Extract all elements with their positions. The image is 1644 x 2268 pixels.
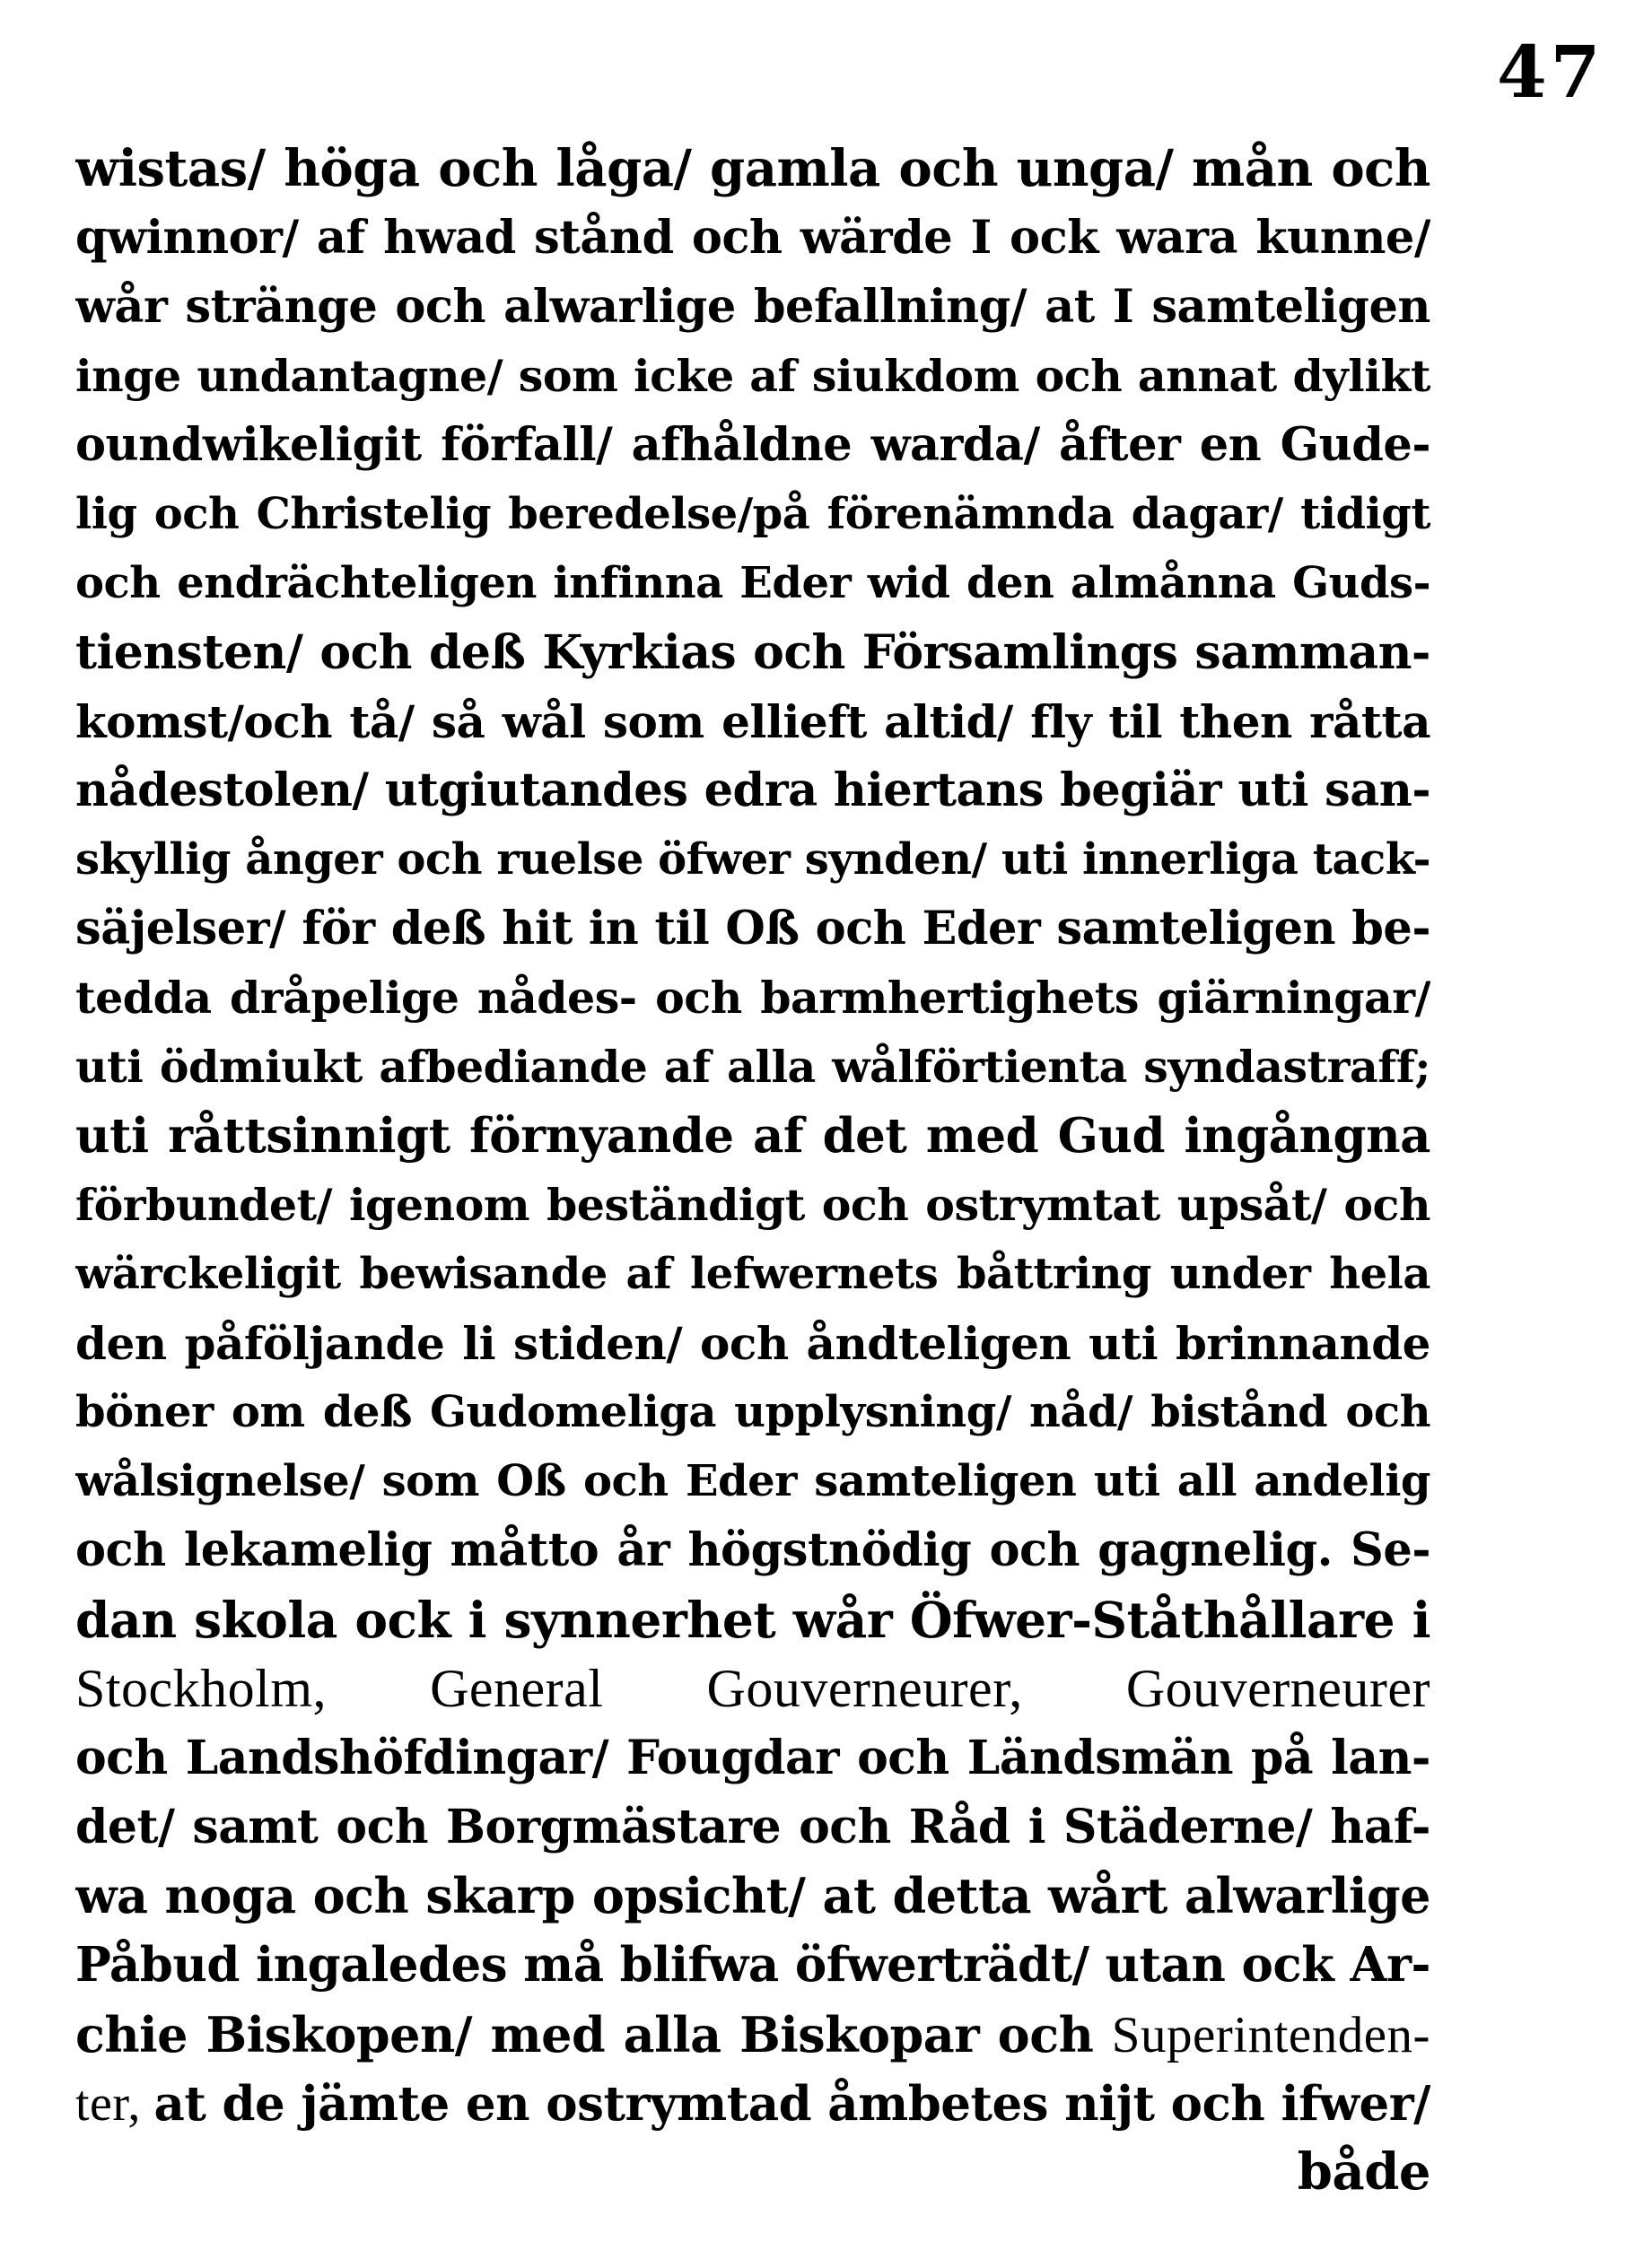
text-line: Påbud ingaledes må blifwa öfwerträdt/ utan ock Ar-	[75, 1937, 1430, 1993]
text-line: och Landshöfdingar/ Fougdar och Ländsmän på lan-	[75, 1731, 1430, 1785]
text-line: det/ samt och Borgmästare och Råd i Städerne/ haf-	[75, 1800, 1430, 1854]
text-line: oundwikeligit förfall/ afhåldne warda/ åfter en Gude-	[75, 418, 1430, 472]
latin-segment: ter,	[75, 2076, 154, 2132]
text-line: och lekamelig måtto år högstnödig och gagnelig. Se-	[75, 1523, 1430, 1577]
text-line: wärckeligit bewisande af lefwernets båttring under hela	[75, 1249, 1430, 1299]
text-line: wa noga och skarp opsicht/ at detta wårt alwarlige	[75, 1867, 1430, 1924]
text-line: wistas/ höga och låga/ gamla och unga/ mån och	[75, 139, 1430, 198]
text-line: komst/och tå/ så wål som ellieft altid/ fly til then råtta	[75, 695, 1430, 748]
text-line: uti ödmiukt afbediande af alla wålförtienta syndastraff;	[75, 1041, 1430, 1093]
text-line: och endrächteligen infinna Eder wid den almånna Guds-	[75, 558, 1430, 608]
text-line-mixed	[75, 2069, 1430, 2138]
text-line: lig och Christelig beredelse/på förenämnda dagar/ tidigt	[75, 489, 1430, 539]
text-line: nådestolen/ utgiutandes edra hiertans begiär uti san-	[75, 763, 1430, 817]
text-line: wår stränge och alwarlige befallning/ at I samteligen	[75, 280, 1430, 334]
latin-segment: Superintenden-	[1111, 2007, 1430, 2063]
text-line: dan skola ock i synnerhet wår Öfwer-Ståthållare i	[75, 1591, 1430, 1649]
text-line: qwinnor/ af hwad stånd och wärde I ock wara kunne/	[75, 211, 1430, 265]
fraktur-segment: chie Biskopen/ med alla Biskopar och	[75, 2006, 1112, 2063]
text-line: säjelser/ för deß hit in til Oß och Eder samteligen be-	[75, 902, 1430, 955]
text-line: tiensten/ och deß Kyrkias och Församlings samman-	[75, 625, 1430, 680]
body-text	[75, 135, 1430, 2207]
text-line: förbundet/ igenom beständigt och ostrymtat upsåt/ och	[75, 1179, 1430, 1231]
text-line: tedda dråpelige nådes- och barmhertighets giärningar/	[75, 972, 1430, 1024]
text-line: uti råttsinnigt förnyande af det med Gud ingångna	[75, 1108, 1430, 1164]
text-line: den påföljande li stiden/ och åndteligen uti brinnande	[75, 1317, 1430, 1370]
fraktur-segment: at de jämte en ostrymtad åmbetes nijt och ifwer/	[153, 2076, 1430, 2132]
latin-text-line: Stockholm, General Gouverneurer, Gouverneurer	[75, 1659, 1430, 1718]
page-number: 47	[1497, 30, 1605, 114]
text-line: inge undantagne/ som icke af siukdom och annat dylikt	[75, 350, 1430, 402]
text-line: skyllig ånger och ruelse öfwer synden/ uti innerliga tack-	[75, 834, 1430, 885]
text-line: wålsignelse/ som Oß och Eder samteligen uti all andelig	[75, 1456, 1430, 1506]
catchword: både	[1297, 2142, 1430, 2202]
text-line: böner om deß Gudomeliga upplysning/ nåd/ bistånd och	[75, 1387, 1430, 1437]
text-line-mixed	[75, 2000, 1430, 2069]
